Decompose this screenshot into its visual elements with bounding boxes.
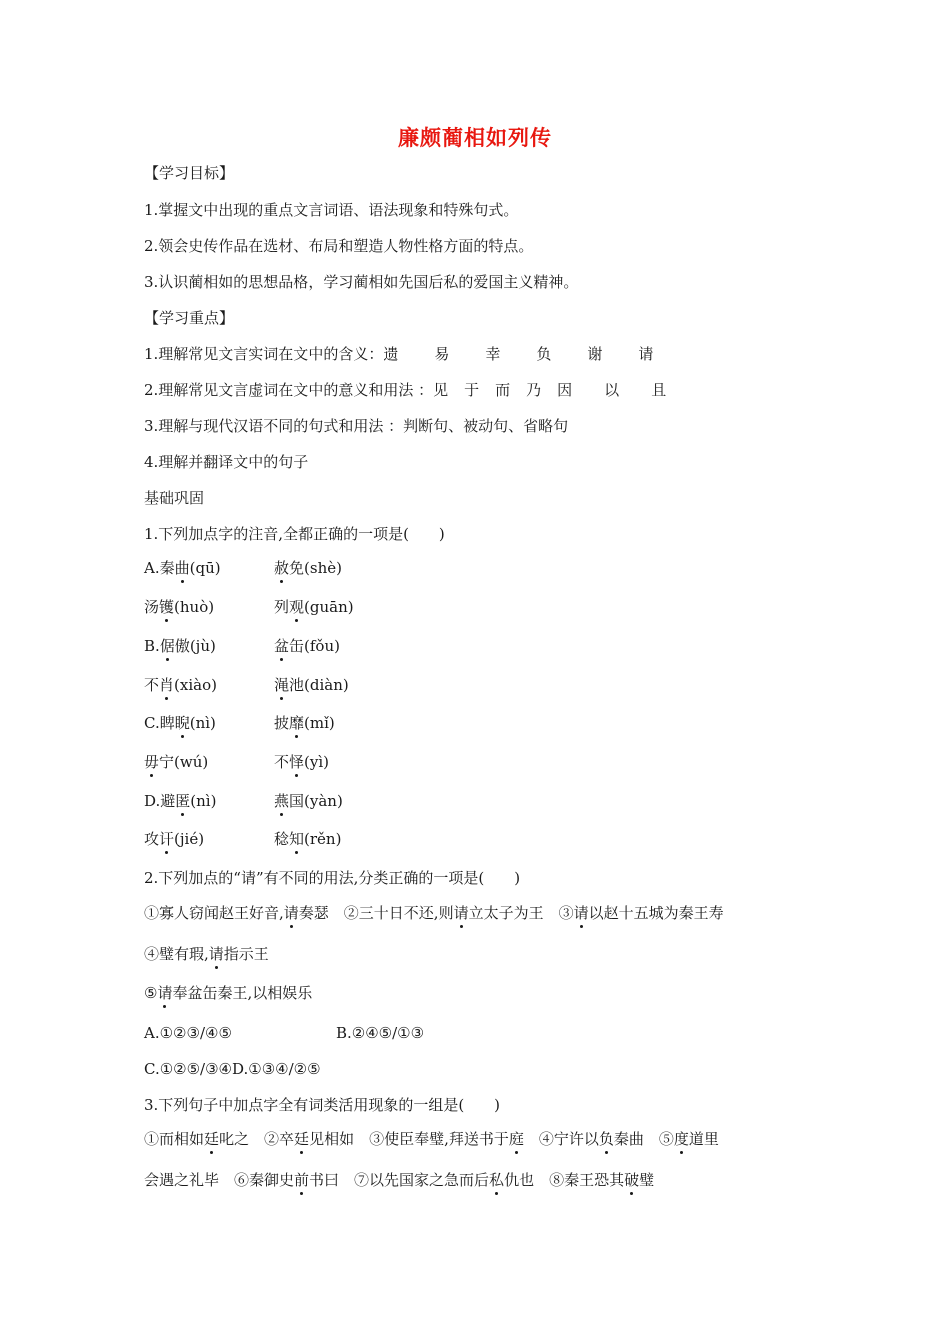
q2-line bbox=[144, 983, 312, 1003]
q2-options-cd: C.①②⑤/③④D.①③④/②⑤ bbox=[144, 1060, 321, 1078]
q1-stem: 1.下列加点字的注音,全都正确的一项是( ) bbox=[144, 525, 445, 543]
keyword: 易 bbox=[434, 345, 450, 363]
dotted-char: 倨 bbox=[159, 637, 175, 655]
text: 稔 bbox=[274, 830, 290, 848]
dotted-char: 廷 bbox=[294, 1130, 310, 1148]
dotted-char: 睨 bbox=[174, 714, 190, 732]
q1-row bbox=[144, 558, 342, 578]
dotted-char: 靡 bbox=[289, 714, 305, 732]
text: 会遇之礼毕 ⑥秦御史 bbox=[144, 1171, 295, 1189]
text: (xiào) bbox=[174, 676, 217, 694]
basics-heading: 基础巩固 bbox=[144, 489, 205, 507]
dotted-char: 观 bbox=[289, 598, 305, 616]
dotted-char: 破 bbox=[624, 1171, 640, 1189]
q1-row bbox=[144, 791, 343, 811]
dotted-char: 燕 bbox=[274, 792, 290, 810]
q2-options-ab bbox=[144, 1023, 424, 1043]
text: 璧 bbox=[639, 1171, 655, 1189]
q1-row bbox=[144, 713, 335, 733]
text: 奏瑟 ②三十日不还,则 bbox=[298, 904, 454, 922]
text: 不 bbox=[274, 753, 290, 771]
text: (huò) bbox=[174, 598, 215, 616]
dotted-char: 赦 bbox=[274, 559, 290, 577]
text: B. bbox=[144, 637, 160, 655]
text: 傲(jù) bbox=[174, 637, 216, 655]
key-point-item-3: 3.理解与现代汉语不同的句式和用法 ：判断句、被动句、省略句 bbox=[144, 417, 569, 435]
dotted-char: 曲 bbox=[174, 559, 190, 577]
objective-item: 2.领会史传作品在选材、布局和塑造人物性格方面的特点。 bbox=[144, 237, 534, 255]
key-point-item-2 bbox=[144, 380, 666, 400]
text: ④璧有瑕, bbox=[144, 945, 209, 963]
dotted-char: 镬 bbox=[159, 598, 175, 616]
dotted-char: 讦 bbox=[159, 830, 175, 848]
keyword: 见 bbox=[433, 381, 449, 399]
text: 攻 bbox=[144, 830, 160, 848]
text: 国(yàn) bbox=[289, 792, 343, 810]
dotted-char: 度 bbox=[673, 1130, 689, 1148]
option-b: B.②④⑤/①③ bbox=[336, 1024, 425, 1042]
text: (rěn) bbox=[304, 830, 342, 848]
q1-row bbox=[144, 597, 354, 617]
keyword: 而 bbox=[495, 381, 511, 399]
dotted-char: 肖 bbox=[159, 676, 175, 694]
keyword: 乃 bbox=[526, 381, 542, 399]
keyword: 于 bbox=[464, 381, 480, 399]
text: 宁(wú) bbox=[159, 753, 209, 771]
keyword: 幸 bbox=[485, 345, 501, 363]
dotted-char: 私 bbox=[489, 1171, 505, 1189]
text: 不 bbox=[144, 676, 160, 694]
dotted-char: 廷 bbox=[204, 1130, 220, 1148]
text: C.睥 bbox=[144, 714, 175, 732]
dotted-char: 匿 bbox=[175, 792, 191, 810]
keyword: 负 bbox=[536, 345, 552, 363]
text: (yì) bbox=[304, 753, 330, 771]
text: 仇也 ⑧秦王恐其 bbox=[504, 1171, 625, 1189]
dotted-char: 请 bbox=[453, 904, 469, 922]
text: D.避 bbox=[144, 792, 176, 810]
text: (nì) bbox=[190, 792, 217, 810]
key-point-item-4: 4.理解并翻译文中的句子 bbox=[144, 453, 309, 471]
text: 秦曲 ⑤ bbox=[613, 1130, 674, 1148]
text: 指示王 bbox=[223, 945, 269, 963]
text: ⑤ bbox=[144, 984, 158, 1002]
q1-row bbox=[144, 636, 340, 656]
text: 奉盆缶秦王,以相娱乐 bbox=[172, 984, 313, 1002]
dotted-char: 毋 bbox=[144, 753, 160, 771]
dotted-char: 前 bbox=[294, 1171, 310, 1189]
keyword: 因 bbox=[557, 381, 573, 399]
keyword: 谢 bbox=[587, 345, 603, 363]
text: 叱之 ②卒 bbox=[219, 1130, 295, 1148]
keyword: 请 bbox=[638, 345, 654, 363]
key-point-item-1 bbox=[144, 344, 653, 364]
q3-stem: 3.下列句子中加点字全有词类活用现象的一组是( ) bbox=[144, 1096, 501, 1114]
text: 立太子为王 ③ bbox=[468, 904, 574, 922]
text: (jié) bbox=[174, 830, 205, 848]
q3-line bbox=[144, 1129, 719, 1149]
objective-item: 1.掌握文中出现的重点文言词语、语法现象和特殊句式。 bbox=[144, 201, 519, 219]
text: 以赵十五城为秦王寿 bbox=[588, 904, 724, 922]
q3-line bbox=[144, 1170, 654, 1190]
text: 池(diàn) bbox=[289, 676, 349, 694]
dotted-char: 请 bbox=[208, 945, 224, 963]
text: 书曰 ⑦以先国家之急而后 bbox=[309, 1171, 490, 1189]
keyword: 遗 bbox=[383, 345, 399, 363]
text: 免(shè) bbox=[289, 559, 342, 577]
q2-line bbox=[144, 903, 724, 923]
text: (mǐ) bbox=[304, 714, 335, 732]
keyword: 且 bbox=[651, 381, 667, 399]
text: 列 bbox=[274, 598, 290, 616]
document-title: 廉颇蔺相如列传 bbox=[398, 126, 552, 150]
key-point-prefix: 1.理解常见文言实词在文中的含义： bbox=[144, 345, 384, 363]
q2-line bbox=[144, 944, 269, 964]
keyword: 以 bbox=[604, 381, 620, 399]
text: A.秦 bbox=[144, 559, 175, 577]
dotted-char: 盆 bbox=[274, 637, 290, 655]
q1-row bbox=[144, 829, 341, 849]
text: 汤 bbox=[144, 598, 160, 616]
text: 缶(fǒu) bbox=[289, 637, 340, 655]
dotted-char: 负 bbox=[598, 1130, 614, 1148]
text: 道里 bbox=[688, 1130, 719, 1148]
text: (qū) bbox=[189, 559, 221, 577]
objectives-heading: 【学习目标】 bbox=[144, 164, 235, 182]
dotted-char: 渑 bbox=[274, 676, 290, 694]
text: ④宁许以 bbox=[523, 1130, 599, 1148]
dotted-char: 庭 bbox=[508, 1130, 524, 1148]
key-point-prefix: 2.理解常见文言虚词在文中的意义和用法 ： bbox=[144, 381, 434, 399]
dotted-char: 知 bbox=[289, 830, 305, 848]
text: 见相如 ③使臣奉璧,拜送书于 bbox=[309, 1130, 509, 1148]
dotted-char: 请 bbox=[157, 984, 173, 1002]
text: ①而相如 bbox=[144, 1130, 205, 1148]
text: ①寡人窃闻赵王好音, bbox=[144, 904, 284, 922]
dotted-char: 怿 bbox=[289, 753, 305, 771]
text: (guān) bbox=[304, 598, 354, 616]
text: (nì) bbox=[189, 714, 216, 732]
text: 披 bbox=[274, 714, 290, 732]
q1-row bbox=[144, 752, 329, 772]
dotted-char: 请 bbox=[573, 904, 589, 922]
dotted-char: 请 bbox=[283, 904, 299, 922]
q2-stem: 2.下列加点的“请”有不同的用法,分类正确的一项是( ) bbox=[144, 869, 521, 887]
q1-row bbox=[144, 675, 349, 695]
objective-item: 3.认识蔺相如的思想品格，学习蔺相如先国后私的爱国主义精神。 bbox=[144, 273, 579, 291]
key-points-heading: 【学习重点】 bbox=[144, 309, 235, 327]
option-a: A.①②③/④⑤ bbox=[144, 1024, 232, 1042]
